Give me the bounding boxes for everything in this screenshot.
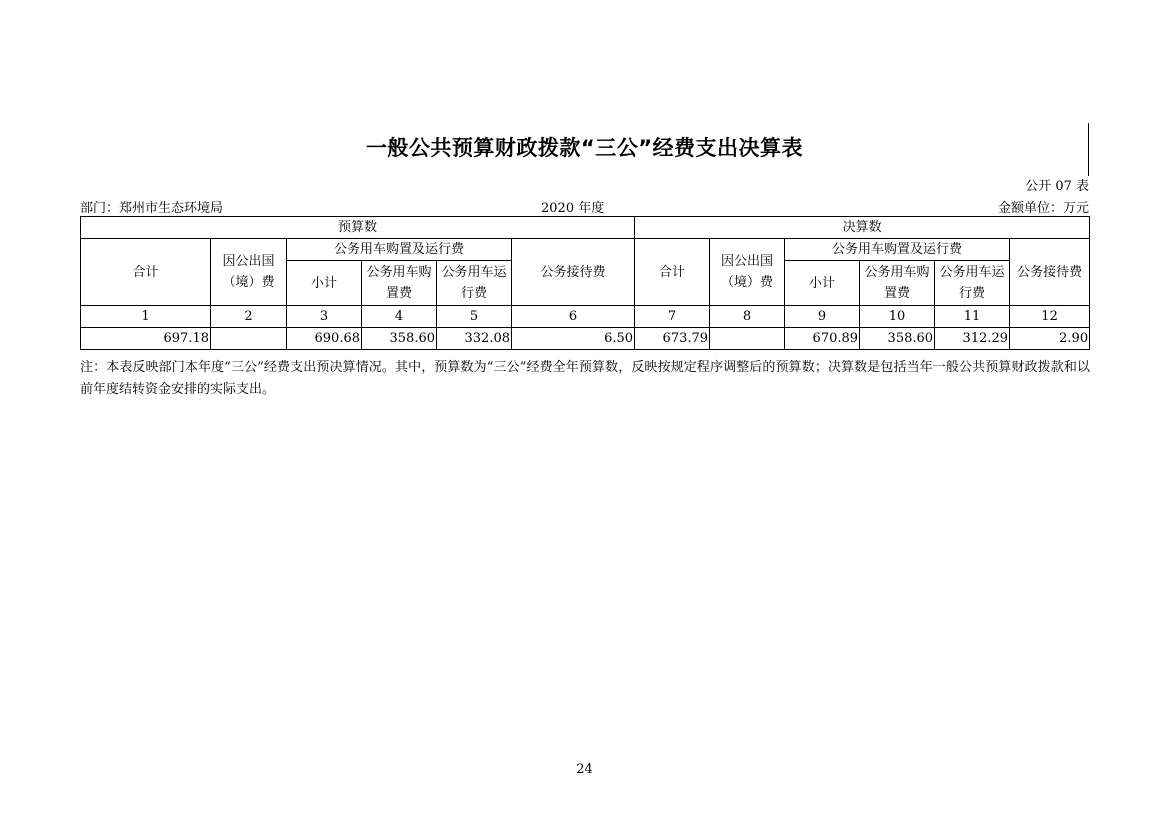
col-number: 5 xyxy=(437,306,512,328)
actual-abroad-header: 因公出国（境）费 xyxy=(710,239,785,306)
actual-reception-value: 2.90 xyxy=(1010,328,1090,350)
data-row xyxy=(81,328,1090,350)
column-number-row xyxy=(81,306,1090,328)
budget-subtotal-header: 小计 xyxy=(287,261,362,306)
budget-total-header: 合计 xyxy=(81,239,211,306)
form-number: 公开 07 表 xyxy=(1025,179,1089,194)
budget-vehicle-operation-header: 公务用车运行费 xyxy=(437,261,512,306)
actual-subtotal-header: 小计 xyxy=(785,261,860,306)
budget-reception-value: 6.50 xyxy=(512,328,635,350)
budget-abroad-value xyxy=(211,328,287,350)
budget-total-value: 697.18 xyxy=(81,328,211,350)
actual-group-header: 决算数 xyxy=(635,217,1090,239)
budget-vehicle-operation-value: 332.08 xyxy=(437,328,512,350)
col-number: 8 xyxy=(710,306,785,328)
budget-vehicle-header: 公务用车购置及运行费 xyxy=(287,239,512,261)
actual-reception-header: 公务接待费 xyxy=(1010,239,1090,306)
budget-vehicle-purchase-header: 公务用车购置费 xyxy=(362,261,437,306)
actual-subtotal-value: 670.89 xyxy=(785,328,860,350)
actual-vehicle-purchase-value: 358.60 xyxy=(860,328,935,350)
page-number: 24 xyxy=(576,762,593,777)
col-number: 10 xyxy=(860,306,935,328)
col-number: 11 xyxy=(935,306,1010,328)
col-number: 9 xyxy=(785,306,860,328)
unit-label: 金额单位：万元 xyxy=(997,201,1089,216)
budget-reception-header: 公务接待费 xyxy=(512,239,635,306)
col-number: 6 xyxy=(512,306,635,328)
year-label: 2020 年度 xyxy=(541,201,605,216)
col-number: 3 xyxy=(287,306,362,328)
actual-vehicle-operation-value: 312.29 xyxy=(935,328,1010,350)
column-header-row xyxy=(81,239,1090,261)
budget-group-header: 预算数 xyxy=(81,217,635,239)
budget-abroad-header: 因公出国（境）费 xyxy=(211,239,287,306)
budget-subtotal-value: 690.68 xyxy=(287,328,362,350)
col-number: 2 xyxy=(211,306,287,328)
meta-row xyxy=(80,197,1089,215)
department-label: 部门：郑州市生态环境局 xyxy=(80,201,224,216)
budget-vehicle-purchase-value: 358.60 xyxy=(362,328,437,350)
col-number: 4 xyxy=(362,306,437,328)
group-header-row xyxy=(81,217,1090,239)
actual-vehicle-purchase-header: 公务用车购置费 xyxy=(860,261,935,306)
actual-vehicle-operation-header: 公务用车运行费 xyxy=(935,261,1010,306)
actual-vehicle-header: 公务用车购置及运行费 xyxy=(785,239,1010,261)
col-number: 7 xyxy=(635,306,710,328)
actual-total-value: 673.79 xyxy=(635,328,710,350)
table-note: 注：本表反映部门本年度“三公”经费支出预决算情况。其中，预算数为“三公”经费全年预算数，反映按规定程序调整后的预算数；决算数是包括当年一般公共预算财政拨款和以前年度结转资金安排的实际支出。 xyxy=(80,360,1090,397)
page-title: 一般公共预算财政拨款“三公”经费支出决算表 xyxy=(365,136,804,160)
expense-table xyxy=(80,216,1090,350)
actual-abroad-value xyxy=(710,328,785,350)
col-number: 1 xyxy=(81,306,211,328)
actual-total-header: 合计 xyxy=(635,239,710,306)
col-number: 12 xyxy=(1010,306,1090,328)
